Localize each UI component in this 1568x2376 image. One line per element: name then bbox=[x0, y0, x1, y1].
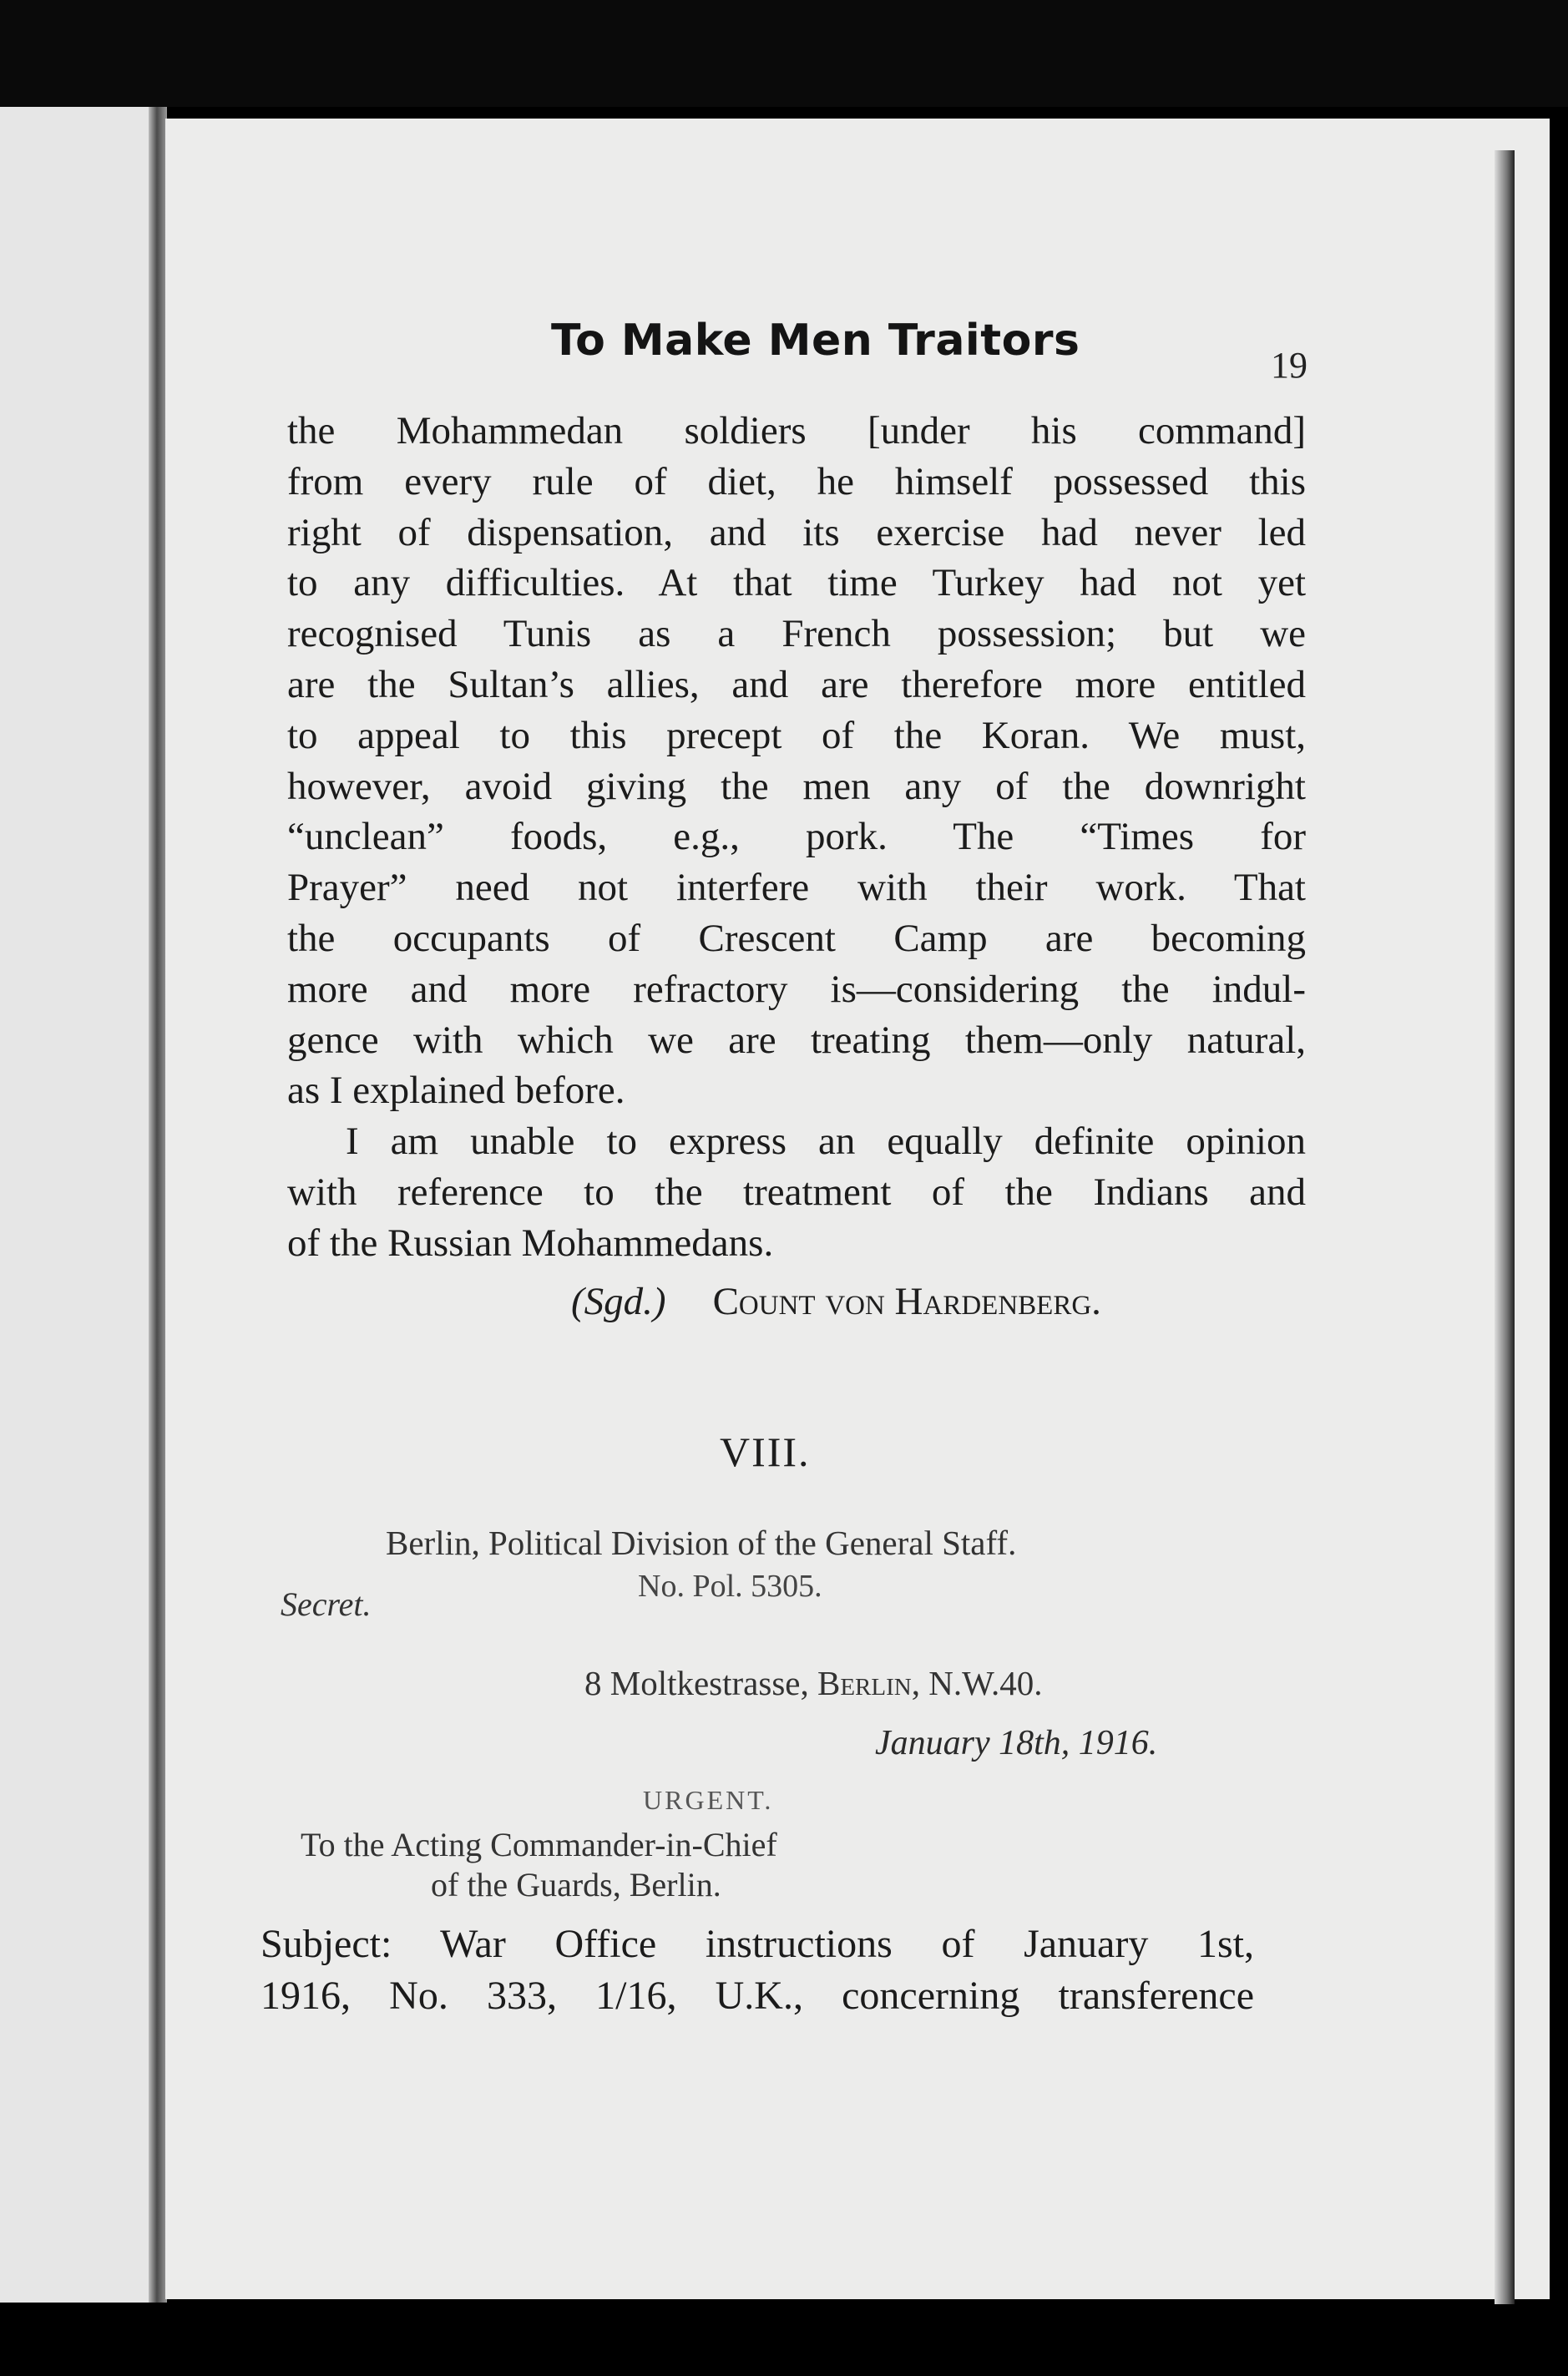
section-heading: VIII. bbox=[720, 1428, 811, 1475]
addressee-line: of the Guards, Berlin. bbox=[431, 1866, 721, 1903]
scanner-bottom-band bbox=[0, 2304, 1568, 2376]
body-line: “unclean” foods, e.g., pork. The “Times for bbox=[287, 815, 1306, 859]
facing-page-left bbox=[0, 107, 159, 2303]
body-line: the Mohammedan soldiers [under his command] bbox=[287, 409, 1306, 452]
signature-prefix: (Sgd.) bbox=[571, 1280, 666, 1323]
body-paragraphs bbox=[287, 406, 1306, 1269]
signature-name: Count von Hardenberg. bbox=[712, 1280, 1101, 1323]
body-line: right of dispensation, and its exercise had never led bbox=[287, 510, 1306, 554]
body-line: from every rule of diet, he himself possessed this bbox=[287, 459, 1306, 503]
scanner-top-band bbox=[0, 0, 1568, 107]
letterhead-division: Berlin, Political Division of the General Staff. bbox=[386, 1524, 1017, 1562]
running-title: To Make Men Traitors bbox=[551, 316, 1080, 366]
body-line: are the Sultan’s allies, and are therefore more entitled bbox=[287, 662, 1306, 706]
body-line: Prayer” need not interfere with their work. That bbox=[287, 866, 1306, 910]
body-line: as I explained before. bbox=[287, 1069, 625, 1113]
body-line: recognised Tunis as a French possession; but we bbox=[287, 612, 1306, 656]
sender-address bbox=[584, 1663, 1043, 1703]
subject-line: 1916, No. 333, 1/16, U.K., concerning transference bbox=[260, 1974, 1254, 2018]
body-line: with reference to the treatment of the Indians and bbox=[287, 1170, 1306, 1214]
reference-number: No. Pol. 5305. bbox=[638, 1569, 822, 1604]
signature bbox=[571, 1279, 1101, 1324]
subject-paragraph bbox=[260, 1918, 1254, 2022]
book-gutter bbox=[149, 107, 167, 2303]
urgent-label: URGENT. bbox=[643, 1785, 774, 1815]
body-line: of the Russian Mohammedans. bbox=[287, 1221, 774, 1265]
address-street: 8 Moltkestrasse, bbox=[584, 1664, 809, 1702]
address-city: Berlin, N.W.40. bbox=[817, 1664, 1043, 1702]
body-line: however, avoid giving the men any of the downright bbox=[287, 764, 1306, 808]
secret-label: Secret. bbox=[281, 1585, 372, 1623]
body-line: gence with which we are treating them—only natural, bbox=[287, 1018, 1306, 1062]
body-line: I am unable to express an equally definite opinion bbox=[346, 1120, 1306, 1164]
body-line: to appeal to this precept of the Koran. We must, bbox=[287, 713, 1306, 757]
page-edge-shadow bbox=[1495, 150, 1515, 2304]
body-line: to any difficulties. At that time Turkey had not yet bbox=[287, 561, 1306, 605]
body-line: more and more refractory is—considering the indul- bbox=[287, 967, 1306, 1011]
body-line: the occupants of Crescent Camp are becoming bbox=[287, 916, 1306, 960]
page-number: 19 bbox=[1271, 345, 1308, 386]
subject-line: Subject: War Office instructions of January 1st, bbox=[260, 1922, 1254, 1966]
letter-date: January 18th, 1916. bbox=[875, 1724, 1158, 1762]
addressee-line: To the Acting Commander-in-Chief bbox=[301, 1826, 777, 1863]
addressee bbox=[301, 1825, 777, 1905]
